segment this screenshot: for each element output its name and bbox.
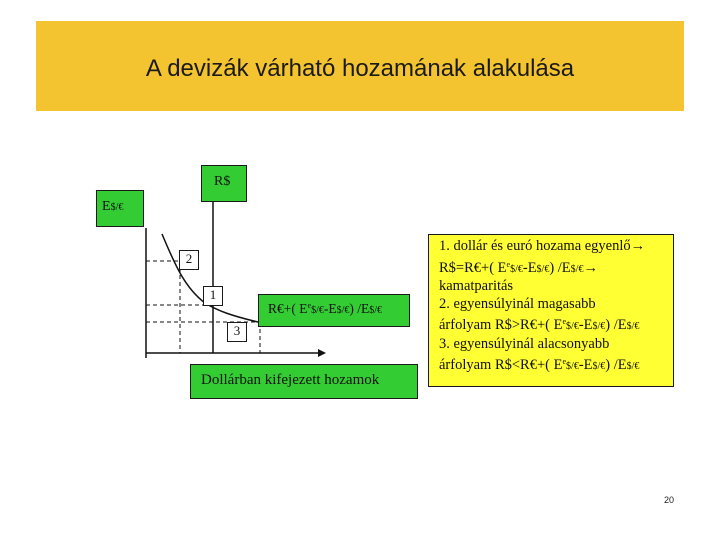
line-label-sup: e [307, 301, 312, 310]
point-label-2 [179, 250, 199, 270]
note-line-3: kamatparitás [439, 278, 514, 294]
point-label-2-text: 2 [185, 251, 193, 266]
note-2-c: ) /E [549, 259, 571, 276]
note-line-1: 1. dollár és euró hozama egyenlő→ [439, 238, 646, 254]
y-axis-label-box [96, 190, 144, 227]
line-label-end: ) /E [349, 301, 370, 316]
note-line-2 [439, 256, 673, 279]
slide-title: A devizák várható hozamának alakulása [145, 55, 575, 82]
line-label-sub2: $/€ [336, 305, 350, 316]
line-label-box [258, 294, 410, 327]
note-2-sub2: $/€ [536, 263, 550, 275]
note-5-sub3: $/€ [626, 321, 640, 332]
page-number: 20 [664, 495, 675, 505]
note-line-7 [439, 353, 673, 376]
note-7-c: ) /E [605, 357, 627, 373]
curve-label-box [201, 165, 247, 202]
point-label-3-text: 3 [233, 323, 241, 338]
line-label-mid: -E [323, 301, 337, 316]
note-5-sup: e [562, 317, 567, 326]
note-2-sub3: $/€ [570, 263, 584, 275]
point-label-1 [203, 286, 223, 306]
note-2-sup: e [506, 259, 511, 269]
r-euro-curve [162, 234, 262, 323]
note-7-b: -E [578, 357, 593, 373]
note-5-sub1: $/€ [566, 321, 579, 332]
notes-box [428, 234, 674, 387]
note-2-d: → [583, 259, 598, 276]
x-axis-label: Dollárban kifejezett hozamok [201, 372, 380, 388]
note-2-b: -E [522, 259, 537, 276]
curve-label: R$ [214, 174, 231, 189]
note-7-sup: e [562, 357, 567, 366]
note-7-sub2: $/€ [592, 361, 606, 372]
note-2-a: R$=R€+( E [439, 259, 507, 276]
point-label-1-text: 1 [209, 287, 217, 302]
note-7-sub1: $/€ [566, 361, 579, 372]
note-7-sub3: $/€ [626, 361, 640, 372]
note-5-b: -E [578, 317, 593, 333]
note-line-6: 3. egyensúlyinál alacsonyabb [439, 335, 610, 352]
note-line-5 [439, 313, 673, 336]
y-axis-label-sub: $/€ [110, 202, 124, 213]
line-label-main: R€+( E [268, 301, 308, 316]
note-5-a: árfolyam R$>R€+( E [439, 317, 563, 333]
note-line-4: 2. egyensúlyinál magasabb [439, 295, 596, 312]
x-axis-arrow [318, 349, 326, 357]
note-2-sub1: $/€ [510, 263, 523, 275]
y-axis-label: E [102, 199, 111, 214]
line-label-sub3: $/€ [369, 305, 383, 316]
x-axis-label-box [190, 364, 418, 399]
point-label-3 [227, 322, 247, 342]
note-7-a: árfolyam R$<R€+( E [439, 357, 563, 373]
note-5-c: ) /E [605, 317, 627, 333]
line-label-sub: $/€ [311, 305, 324, 316]
note-5-sub2: $/€ [592, 321, 606, 332]
